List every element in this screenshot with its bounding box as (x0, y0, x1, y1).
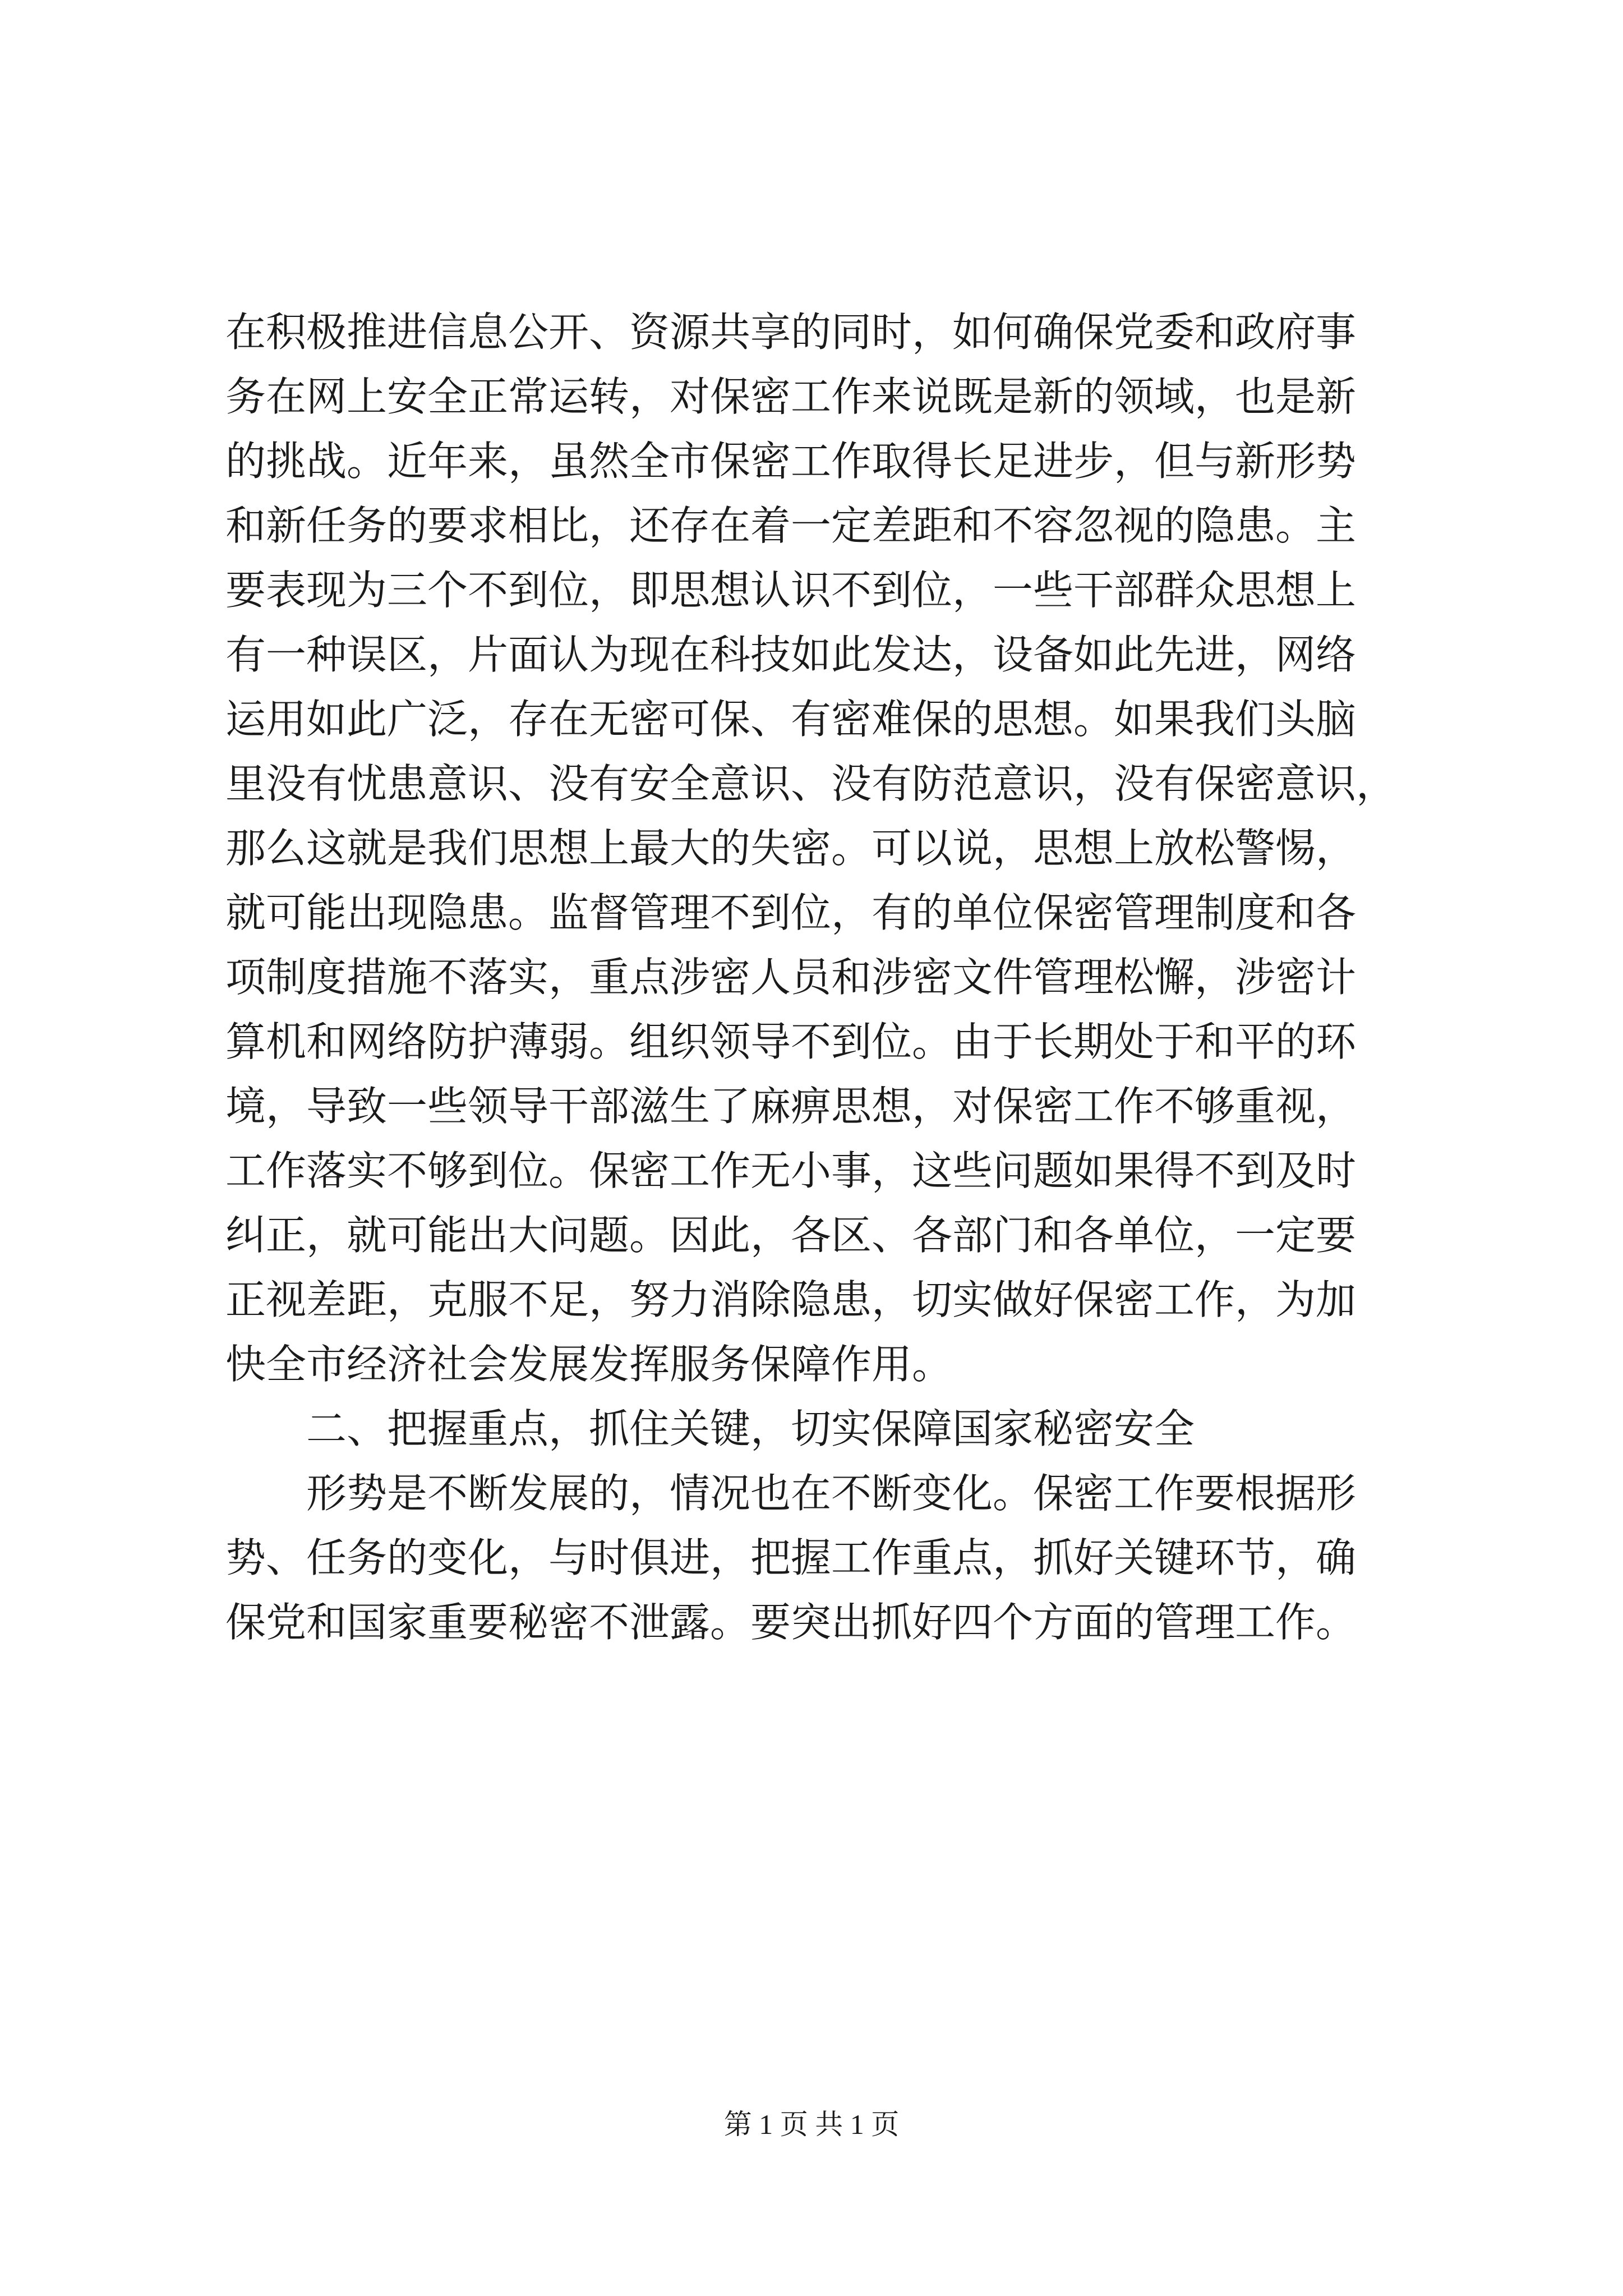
text-line: 运用如此广泛，存在无密可保、有密难保的思想。如果我们头脑 (225, 696, 1357, 743)
text-line: 势、任务的变化，与时俱进，把握工作重点，抓好关键环节，确 (225, 1534, 1357, 1581)
text-line: 保党和国家重要秘密不泄露。要突出抓好四个方面的管理工作。 (225, 1599, 1357, 1646)
text-line: 项制度措施不落实，重点涉密人员和涉密文件管理松懈，涉密计 (225, 954, 1357, 1001)
text-line: 有一种误区，片面认为现在科技如此发达，设备如此先进，网络 (225, 631, 1357, 678)
text-line: 要表现为三个不到位，即思想认识不到位，一些干部群众思想上 (225, 567, 1357, 614)
text-line: 务在网上安全正常运转，对保密工作来说既是新的领域，也是新 (225, 373, 1357, 420)
text-line: 那么这就是我们思想上最大的失密。可以说，思想上放松警惕， (225, 825, 1357, 872)
text-line: 快全市经济社会发展发挥服务保障作用。 (225, 1341, 953, 1388)
text-line: 在积极推进信息公开、资源共享的同时，如何确保党委和政府事 (225, 309, 1357, 356)
text-line: 算机和网络防护薄弱。组织领导不到位。由于长期处于和平的环 (225, 1018, 1357, 1065)
text-line: 正视差距，克服不足，努力消除隐患，切实做好保密工作，为加 (225, 1276, 1357, 1323)
text-line: 里没有忧患意识、没有安全意识、没有防范意识，没有保密意识， (225, 760, 1397, 807)
page-footer: 第 1 页 共 1 页 (723, 2109, 900, 2140)
text-line: 的挑战。近年来，虽然全市保密工作取得长足进步，但与新形势 (225, 438, 1357, 485)
section-heading: 二、把握重点，抓住关键，切实保障国家秘密安全 (306, 1405, 1195, 1452)
text-line: 形势是不断发展的，情况也在不断变化。保密工作要根据形 (306, 1470, 1357, 1517)
document-body (225, 300, 1426, 1655)
text-line: 纠正，就可能出大问题。因此，各区、各部门和各单位，一定要 (225, 1212, 1357, 1259)
text-line: 工作落实不够到位。保密工作无小事，这些问题如果得不到及时 (225, 1147, 1357, 1194)
text-line: 境，导致一些领导干部滋生了麻痹思想，对保密工作不够重视， (225, 1083, 1357, 1130)
text-line: 和新任务的要求相比，还存在着一定差距和不容忽视的隐患。主 (225, 502, 1357, 549)
text-line: 就可能出现隐患。监督管理不到位，有的单位保密管理制度和各 (225, 889, 1357, 936)
